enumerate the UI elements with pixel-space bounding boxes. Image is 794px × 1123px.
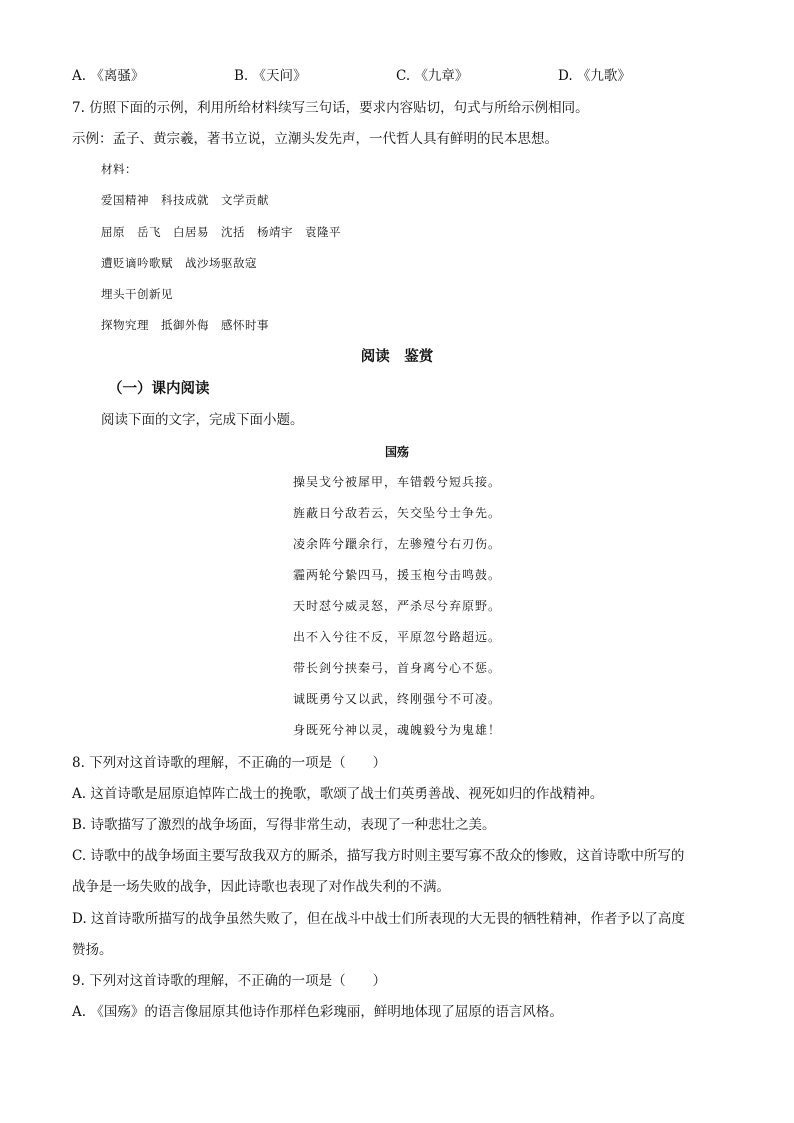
reading-instruction: 阅读下面的文字，完成下面小题。	[101, 412, 304, 428]
poem-line: 诚既勇兮又以武，终刚强兮不可凌。	[292, 692, 501, 706]
poem-line: 带长剑兮挟秦弓，首身离兮心不惩。	[292, 661, 501, 675]
q6-option-a	[72, 67, 144, 85]
q7-material-line: 遭贬谪吟歌赋 战沙场驱敌寇	[101, 256, 257, 270]
q6-option-b	[234, 67, 307, 85]
q7-material-line: 探物究理 抵御外侮 感怀时事	[101, 318, 269, 332]
q7-material-line: 埋头干创新见	[101, 287, 173, 301]
q6-option-c	[396, 67, 468, 85]
q8-option-a: A. 这首诗歌是屈原追悼阵亡战士的挽歌，歌颂了战士们英勇善战、视死如归的作战精神。	[72, 786, 604, 802]
q6-option-c-text: 《九章》	[414, 68, 469, 84]
section-subtitle: （一）课内阅读	[108, 380, 210, 397]
poem-line: 操吴戈兮被犀甲，车错毂兮短兵接。	[292, 475, 501, 489]
q8-option-c-continued: 战争是一场失败的战争，因此诗歌也表现了对作战失利的不满。	[72, 879, 450, 895]
q6-option-d-text: 《九歌》	[576, 68, 631, 84]
poem-line: 霾两轮兮絷四马，援玉枹兮击鸣鼓。	[292, 568, 501, 582]
q6-option-a-label: A.	[72, 68, 87, 84]
poem-title: 国殇	[384, 445, 409, 459]
q6-option-c-label: C.	[396, 68, 411, 84]
q6-option-a-text: 《离骚》	[90, 68, 145, 84]
q7-material-line: 爱国精神 科技成就 文学贡献	[101, 193, 269, 207]
poem-line: 出不入兮往不反，平原忽兮路超远。	[292, 630, 501, 644]
q7-example: 示例：孟子、黄宗羲，著书立说，立潮头发先声，一代哲人具有鲜明的民本思想。	[72, 131, 558, 147]
q7-material-line: 屈原 岳飞 白居易 沈括 杨靖宇 袁隆平	[101, 225, 341, 239]
poem-line: 身既死兮神以灵，魂魄毅兮为鬼雄！	[292, 723, 501, 737]
q7-materials-label: 材料：	[101, 162, 137, 176]
q6-option-b-text: 《天问》	[252, 68, 307, 84]
poem-line: 凌余阵兮躐余行，左骖殪兮右刃伤。	[292, 537, 501, 551]
q6-option-b-label: B.	[234, 68, 249, 84]
q9-prompt: 9. 下列对这首诗歌的理解，不正确的一项是（ ）	[72, 973, 387, 989]
q6-option-d-label: D.	[558, 68, 573, 84]
q8-option-d: D. 这首诗歌所描写的战争虽然失败了，但在战斗中战士们所表现的大无畏的牺牲精神，作者予以了高度	[72, 911, 685, 927]
q8-option-b: B. 诗歌描写了激烈的战争场面，写得非常生动，表现了一种悲壮之美。	[72, 817, 496, 833]
q7-prompt: 7. 仿照下面的示例，利用所给材料续写三句话，要求内容贴切，句式与所给示例相同。	[72, 100, 589, 116]
poem-line: 旌蔽日兮敌若云，矢交坠兮士争先。	[292, 506, 501, 520]
q9-option-a: A. 《国殇》的语言像屈原其他诗作那样色彩瑰丽，鲜明地体现了屈原的语言风格。	[72, 1004, 563, 1020]
q8-option-d-continued: 赞扬。	[72, 942, 113, 958]
section-title: 阅读 鉴赏	[360, 348, 434, 365]
q8-prompt: 8. 下列对这首诗歌的理解，不正确的一项是（ ）	[72, 755, 387, 771]
poem-line: 天时怼兮威灵怒，严杀尽兮弃原野。	[292, 599, 501, 613]
q6-option-d	[558, 67, 631, 85]
q8-option-c: C. 诗歌中的战争场面主要写敌我双方的厮杀，描写我方时则主要写寡不敌众的惨败，这首诗歌中所写的	[72, 848, 685, 864]
